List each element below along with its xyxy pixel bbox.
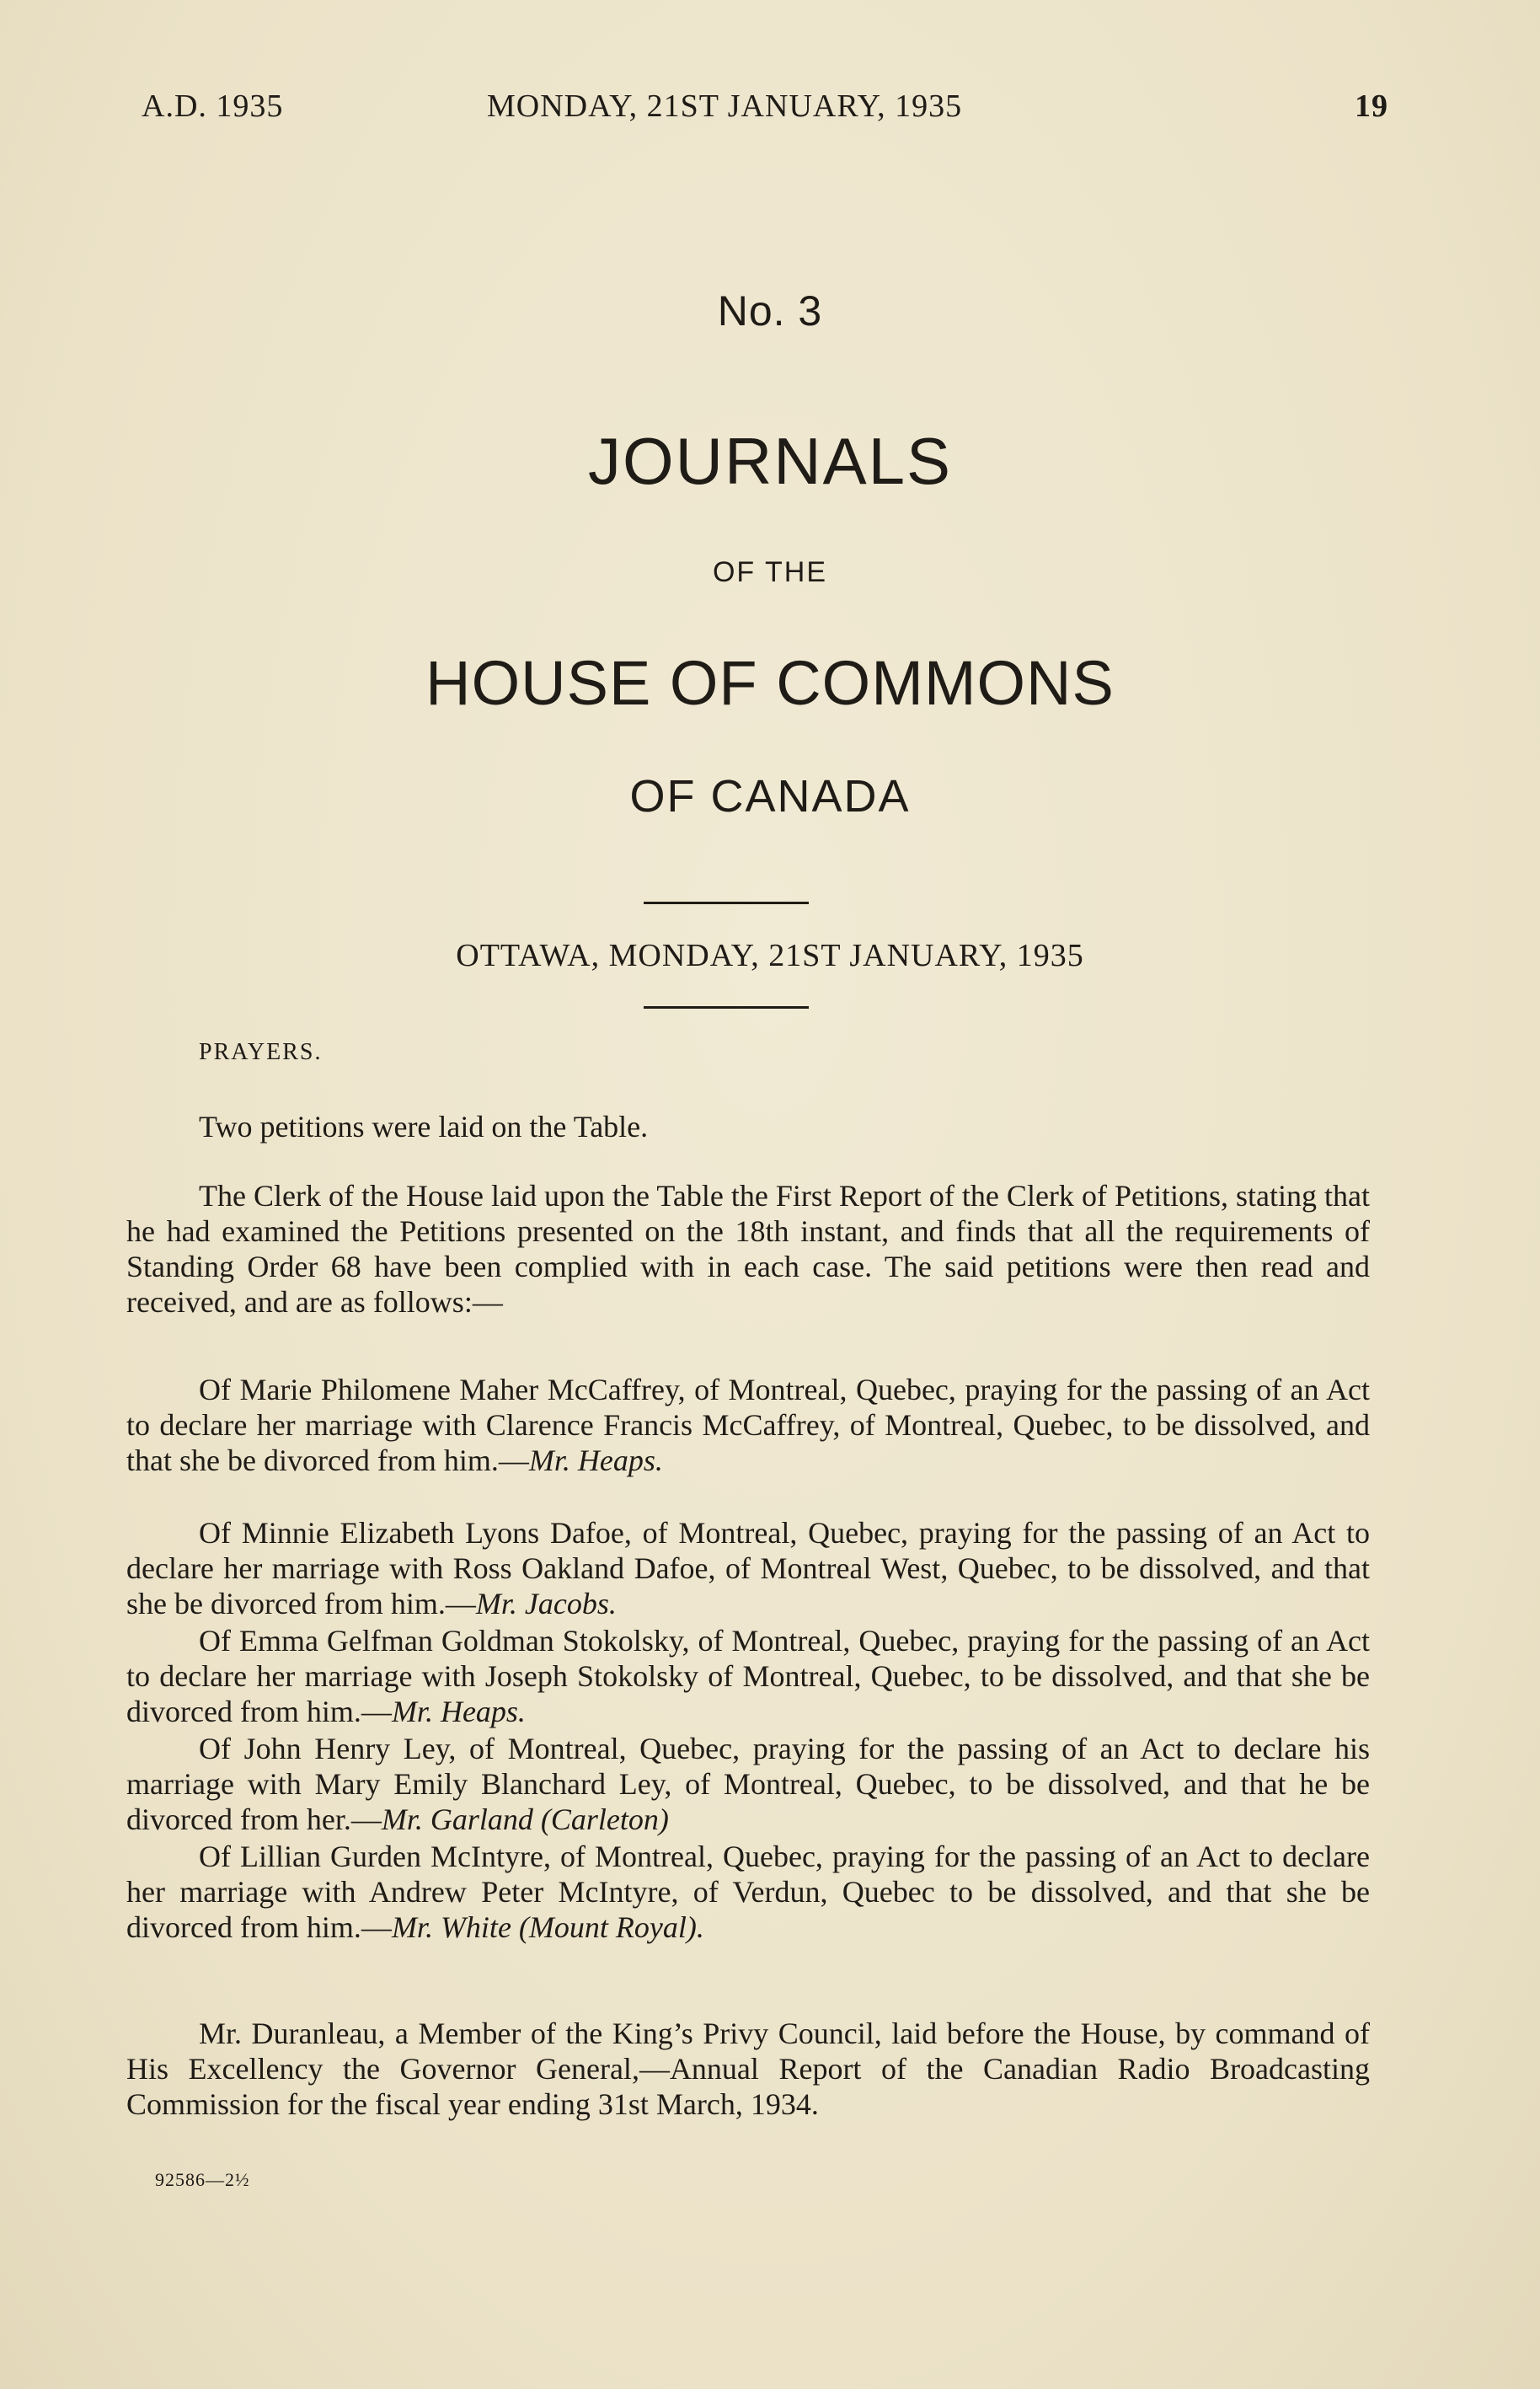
house-of-commons-title: HOUSE OF COMMONS	[425, 648, 1115, 718]
title-rule-bottom	[644, 1006, 809, 1009]
running-head	[142, 88, 1388, 130]
page-number: 19	[1355, 88, 1388, 124]
of-the-line: OF THE	[712, 556, 828, 588]
of-canada-line: OF CANADA	[629, 771, 911, 822]
clerk-report-paragraph: The Clerk of the House laid upon the Table the First Report of the Clerk of Petitions, stating that he had examined the Petitions presented on the 18th instant, and finds that all the requirements of Standing Order 68 have been complied with in each case. The said petitions were then read and received, and are as follows:—	[126, 1179, 1370, 1319]
journal-number: No. 3	[717, 287, 823, 335]
petition-paragraph	[126, 1515, 1370, 1621]
dateline: OTTAWA, MONDAY, 21ST JANUARY, 1935	[456, 938, 1084, 973]
petition-sponsor: Mr. White (Mount Royal).	[391, 1910, 704, 1944]
petition-sponsor: Mr. Heaps.	[528, 1444, 663, 1477]
petition-sponsor: Mr. Garland (Carleton)	[381, 1802, 669, 1836]
petition-text: Of Lillian Gurden McIntyre, of Montreal, Quebec, praying for the passing of an Act to declare her marriage with Andrew Peter McIntyre, of Verdun, Quebec to be dissolved, and that she be divorced from him.—	[126, 1840, 1370, 1944]
journals-title: JOURNALS	[587, 424, 953, 498]
petition-text: Of John Henry Ley, of Montreal, Quebec, praying for the passing of an Act to declare his marriage with Mary Emily Blanchard Ley, of Montreal, Quebec, to be dissolved, and that he be divorced from her.—	[126, 1732, 1370, 1836]
petition-sponsor: Mr. Jacobs.	[475, 1587, 617, 1620]
running-head-date: MONDAY, 21ST JANUARY, 1935	[487, 88, 963, 124]
petition-paragraph	[126, 1372, 1370, 1478]
petitions-laid-paragraph: Two petitions were laid on the Table.	[199, 1110, 649, 1144]
title-rule-top	[644, 902, 809, 904]
petition-paragraph	[126, 1839, 1370, 1945]
prayers-heading: PRAYERS.	[199, 1039, 323, 1065]
running-head-year: A.D. 1935	[142, 88, 284, 124]
petition-text: Of Emma Gelfman Goldman Stokolsky, of Montreal, Quebec, praying for the passing of an Act to declare her marriage with Joseph Stokolsky of Montreal, Quebec, to be dissolved, and that she be divorced from him.—	[126, 1624, 1370, 1728]
petition-sponsor: Mr. Heaps.	[391, 1695, 526, 1728]
petition-paragraph	[126, 1623, 1370, 1729]
print-code: 92586—2½	[155, 2169, 250, 2190]
petition-text: Of Minnie Elizabeth Lyons Dafoe, of Montreal, Quebec, praying for the passing of an Act to declare her marriage with Ross Oakland Dafoe, of Montreal West, Quebec, to be dissolved, and that she be divorced from him.—	[126, 1516, 1370, 1620]
petition-text: Of Marie Philomene Maher McCaffrey, of Montreal, Quebec, praying for the passing of an Act to declare her marriage with Clarence Francis McCaffrey, of Montreal, Quebec, to be dissolved, and that she be divorced from him.—	[126, 1373, 1370, 1477]
duranleau-paragraph: Mr. Duranleau, a Member of the King’s Privy Council, laid before the House, by command of His Excellency the Governor General,—Annual Report of the Canadian Radio Broadcasting Commission for the fiscal year ending 31st March, 1934.	[126, 2017, 1370, 2121]
petition-paragraph	[126, 1731, 1370, 1837]
